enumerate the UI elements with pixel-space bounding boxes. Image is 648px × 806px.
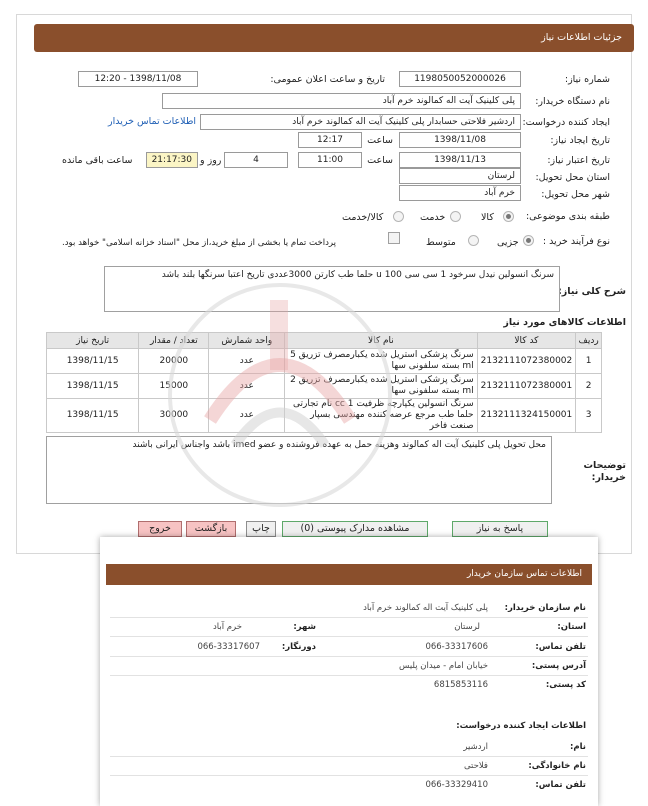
row-code: 2132111324150001 bbox=[477, 399, 576, 433]
reply-button[interactable]: پاسخ به نیاز bbox=[452, 521, 548, 537]
province-value: لرستان bbox=[399, 168, 521, 184]
creator-first-label: نام: bbox=[569, 742, 586, 752]
row-qty: 15000 bbox=[139, 374, 209, 399]
category-label: طبقه بندی موضوعی: bbox=[525, 211, 610, 222]
exit-button[interactable]: خروج bbox=[138, 521, 182, 537]
purchase-type-label: نوع فرآیند خرید : bbox=[542, 236, 610, 247]
buyer-org-label: نام دستگاه خریدار: bbox=[535, 96, 610, 107]
category-goods-label: کالا bbox=[481, 212, 494, 223]
divider bbox=[110, 675, 588, 676]
category-goods-service-label: کالا/خدمت bbox=[342, 212, 384, 223]
contact-city-label: شهر: bbox=[293, 622, 316, 632]
creator-first-value: اردشیر bbox=[463, 742, 488, 752]
category-service-label: خدمت bbox=[420, 212, 446, 223]
announce-datetime-label: تاریخ و ساعت اعلان عمومی: bbox=[270, 74, 385, 85]
remaining-time-value: 21:17:30 bbox=[146, 152, 198, 168]
row-date: 1398/11/15 bbox=[47, 399, 139, 433]
treasury-payment-note: پرداخت تمام یا بخشی از مبلغ خرید،از محل "اسناد خزانه اسلامی" خواهد بود. bbox=[62, 238, 337, 248]
col-index: ردیف bbox=[576, 333, 602, 349]
requester-label: ایجاد کننده درخواست: bbox=[522, 117, 610, 128]
buyer-contact-link[interactable]: اطلاعات تماس خریدار bbox=[108, 116, 197, 127]
validity-days-value: 4 bbox=[224, 152, 288, 168]
page-title: جزئیات اطلاعات نیاز bbox=[541, 32, 622, 43]
contact-title: اطلاعات تماس سازمان خریدار bbox=[466, 569, 582, 579]
table-row bbox=[47, 374, 602, 399]
col-qty: تعداد / مقدار bbox=[139, 333, 209, 349]
divider bbox=[110, 656, 588, 657]
contact-phone-label: تلفن تماس: bbox=[535, 642, 586, 652]
contact-city-value: خرم آباد bbox=[212, 622, 242, 632]
contact-fax-value: 066-33317607 bbox=[197, 642, 260, 652]
requester-value: اردشیر فلاحتی حسابدار پلی کلینیک آیت اله کمالوند خرم آباد bbox=[200, 114, 521, 130]
category-goods-service-radio[interactable] bbox=[393, 211, 404, 222]
row-qty: 20000 bbox=[139, 349, 209, 374]
need-date-label: تاریخ ایجاد نیاز: bbox=[550, 135, 610, 146]
goods-table bbox=[46, 332, 602, 433]
city-label: شهر محل تحویل: bbox=[541, 189, 610, 200]
row-code: 2132111072380001 bbox=[477, 374, 576, 399]
summary-label: شرح کلی نیاز: bbox=[557, 286, 626, 297]
purchase-minor-label: جزیی bbox=[497, 237, 519, 248]
contact-postal-value: 6815853116 bbox=[433, 680, 488, 690]
row-index: 2 bbox=[576, 374, 602, 399]
row-unit: عدد bbox=[209, 399, 285, 433]
creator-phone-label: تلفن تماس: bbox=[535, 780, 586, 790]
goods-table-header bbox=[47, 333, 602, 349]
attachments-button[interactable]: مشاهده مدارک پیوستی (0) bbox=[282, 521, 428, 537]
validity-days-label: روز و bbox=[200, 155, 222, 166]
validity-time-label: ساعت bbox=[367, 155, 393, 166]
divider bbox=[110, 636, 588, 637]
divider bbox=[110, 756, 588, 757]
buyer-contact-panel bbox=[100, 537, 598, 806]
creator-last-label: نام خانوادگی: bbox=[528, 761, 586, 771]
creator-title: اطلاعات ایجاد کننده درخواست: bbox=[456, 721, 586, 731]
contact-header bbox=[106, 564, 592, 585]
contact-postal-label: کد پستی: bbox=[545, 680, 586, 690]
divider bbox=[110, 775, 588, 776]
row-name: سرنگ پزشکی استریل شده یکبارمصرف تزریق 5 ml بسته سلفونی سها bbox=[285, 349, 478, 374]
row-qty: 30000 bbox=[139, 399, 209, 433]
row-date: 1398/11/15 bbox=[47, 374, 139, 399]
contact-org-value: پلی کلینیک آیت اله کمالوند خرم آباد bbox=[363, 603, 488, 613]
back-button[interactable]: بازگشت bbox=[186, 521, 236, 537]
col-unit: واحد شمارش bbox=[209, 333, 285, 349]
need-time-value: 12:17 bbox=[298, 132, 362, 148]
need-date-value: 1398/11/08 bbox=[399, 132, 521, 148]
need-time-label: ساعت bbox=[367, 135, 393, 146]
row-unit: عدد bbox=[209, 374, 285, 399]
validity-date-value: 1398/11/13 bbox=[399, 152, 521, 168]
province-label: استان محل تحویل: bbox=[535, 172, 610, 183]
table-row bbox=[47, 399, 602, 433]
contact-province-label: استان: bbox=[557, 622, 586, 632]
purchase-minor-radio[interactable] bbox=[523, 235, 534, 246]
creator-phone-value: 066-33329410 bbox=[425, 780, 488, 790]
category-goods-radio[interactable] bbox=[503, 211, 514, 222]
validity-label: تاریخ اعتبار نیاز: bbox=[547, 155, 610, 166]
creator-last-value: فلاحتی bbox=[463, 761, 488, 771]
buyer-org-value: پلی کلینیک آیت اله کمالوند خرم آباد bbox=[162, 93, 521, 109]
row-index: 3 bbox=[576, 399, 602, 433]
col-code: کد کالا bbox=[477, 333, 576, 349]
contact-address-value: خیابان امام - میدان پلیس bbox=[398, 661, 488, 671]
city-value: خرم آباد bbox=[399, 185, 521, 201]
remaining-time-label: ساعت باقی مانده bbox=[62, 155, 133, 166]
need-number-value: 1198050052000026 bbox=[399, 71, 521, 87]
col-name: نام کالا bbox=[285, 333, 478, 349]
row-name: سرنگ انسولین یکپارچه ظرفیت 1 cc نام تجارتی حلما طب مرجع عرضه کننده مهندسی بسپار صنعت فاخر bbox=[285, 399, 478, 433]
print-button[interactable]: چاپ bbox=[246, 521, 276, 537]
purchase-medium-label: متوسط bbox=[426, 237, 456, 248]
page-header bbox=[34, 24, 634, 52]
treasury-payment-checkbox[interactable] bbox=[388, 232, 400, 244]
row-name: سرنگ پزشکی استریل شده یکبارمصرف تزریق 2 ml بسته سلفونی سها bbox=[285, 374, 478, 399]
contact-province-value: لرستان bbox=[454, 622, 480, 632]
goods-title: اطلاعات کالاهای مورد نیاز bbox=[503, 317, 626, 328]
contact-address-label: آدرس پستی: bbox=[531, 661, 586, 671]
need-number-label: شماره نیاز: bbox=[564, 74, 610, 85]
category-service-radio[interactable] bbox=[450, 211, 461, 222]
row-index: 1 bbox=[576, 349, 602, 374]
purchase-medium-radio[interactable] bbox=[468, 235, 479, 246]
buyer-notes-text: محل تحویل پلی کلینیک آیت اله کمالوند وهزینه حمل به عهده فروشنده و عضو imed باشد واجناس ایرانی باشند bbox=[46, 436, 552, 504]
col-date: تاریخ نیاز bbox=[47, 333, 139, 349]
contact-org-label: نام سازمان خریدار: bbox=[504, 603, 586, 613]
buyer-notes-label: توضیحات خریدار: bbox=[583, 460, 626, 483]
summary-text: سرنگ انسولین نیدل سرخود 1 سی سی 100 u حلما طب کارتن 3000عددی تاریخ اعتبا سرنگها بلند باشد bbox=[104, 266, 560, 312]
validity-time-value: 11:00 bbox=[298, 152, 362, 168]
row-code: 2132111072380002 bbox=[477, 349, 576, 374]
row-unit: عدد bbox=[209, 349, 285, 374]
table-row bbox=[47, 349, 602, 374]
divider bbox=[110, 617, 588, 618]
contact-phone-value: 066-33317606 bbox=[425, 642, 488, 652]
contact-fax-label: دورنگار: bbox=[281, 642, 316, 652]
announce-datetime-value: 1398/11/08 - 12:20 bbox=[78, 71, 198, 87]
row-date: 1398/11/15 bbox=[47, 349, 139, 374]
